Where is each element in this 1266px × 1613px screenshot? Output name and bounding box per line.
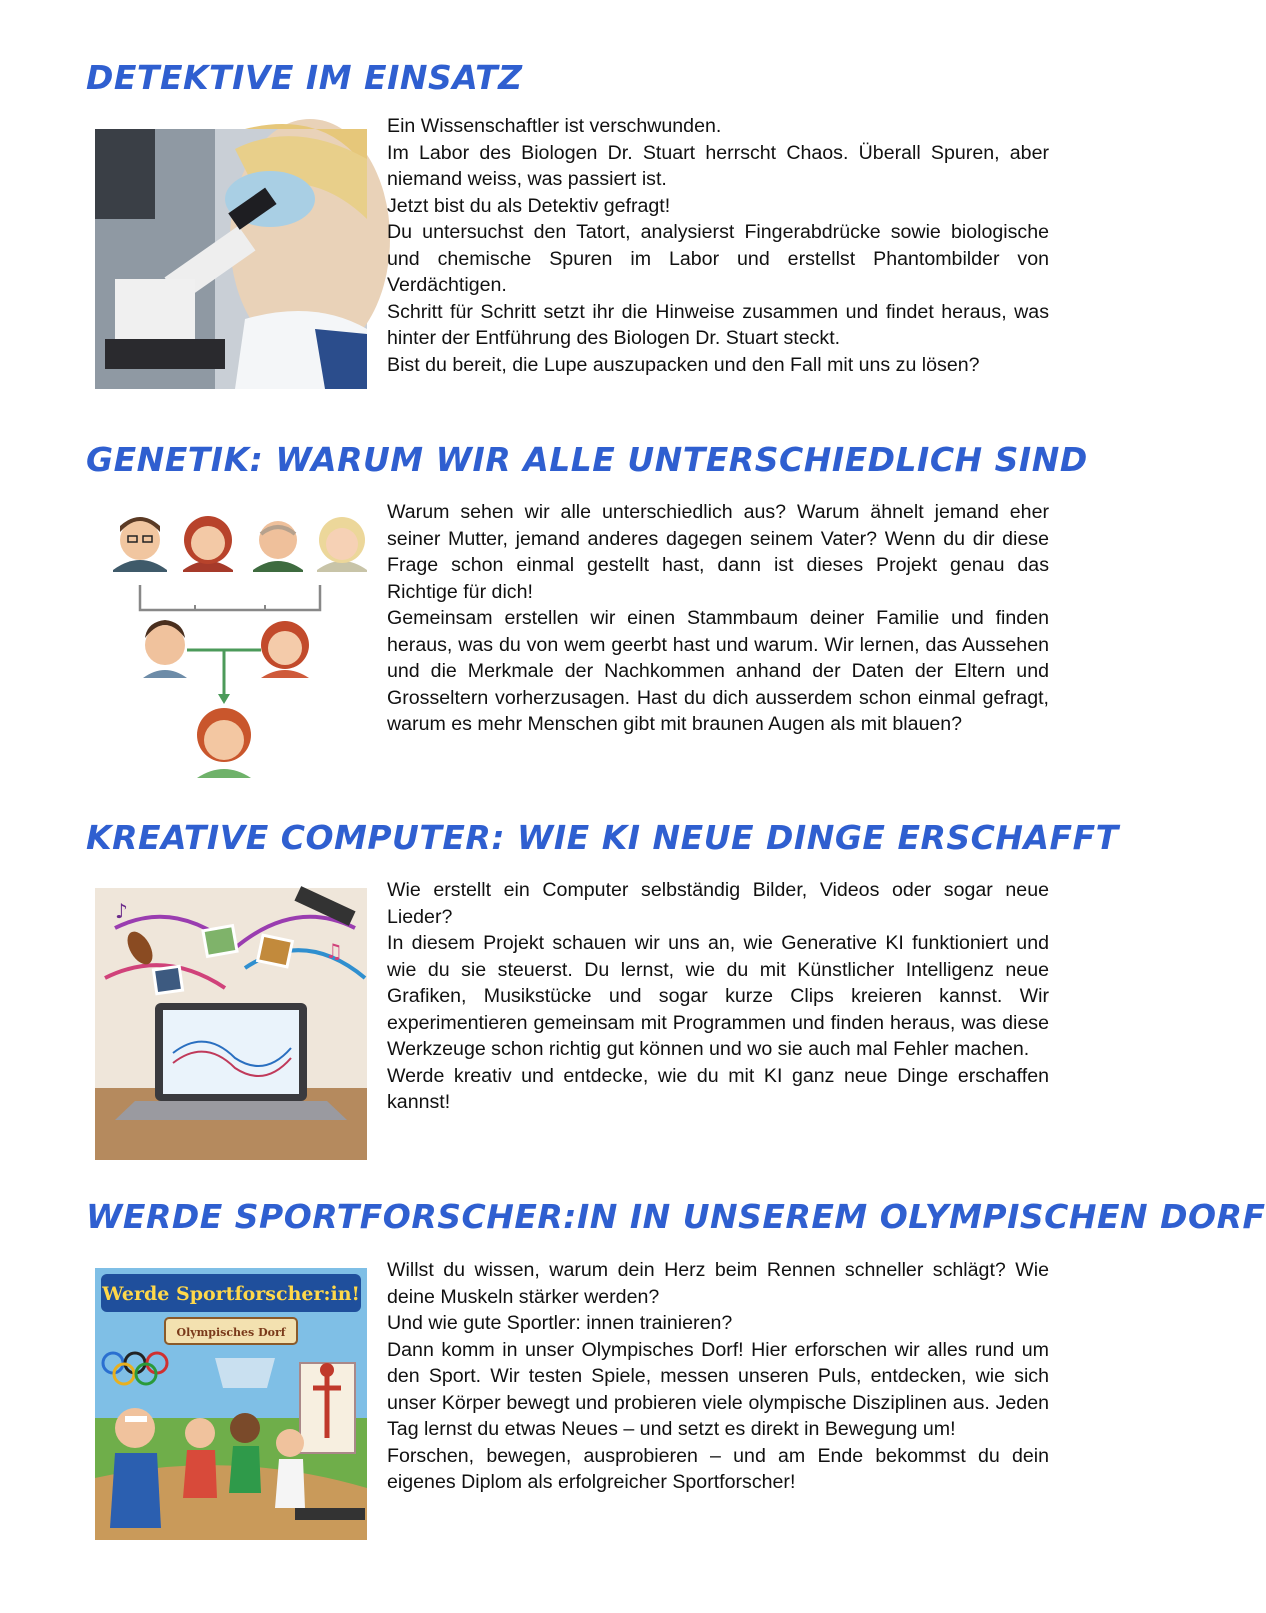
section-text [387,499,1049,738]
paragraph: Dann komm in unser Olympisches Dorf! Hier erforschen wir alles rund um den Sport. Wir testen Spiele, messen unseren Puls, entdecken, wie sich unser Körper bewegt und probieren viele olympische Disziplinen aus. Jeden Tag lernst du etwas Neues – und setzt es direkt in Bewegung um! [387,1338,1049,1440]
section-text [387,113,1049,378]
section-text [387,1257,1049,1496]
section-title: DETEKTIVE IM EINSATZ [86,58,523,97]
olympic-village-illustration [95,1268,367,1540]
paragraph: Gemeinsam erstellen wir einen Stammbaum deiner Familie und finden heraus, was du von wem geerbt hast und warum. Wir lernen, das Aussehen und die Merkmale der Nachkommen anhand der Daten der Eltern und Grosseltern vorherzusagen. Hast du dich ausserdem schon einmal gefragt, warum es mehr Menschen gibt mit braunen Augen als mit blauen? [387,607,1049,735]
svg-text:♫: ♫ [325,939,343,963]
section-title: WERDE SPORTFORSCHER:IN IN UNSEREM OLYMPISCHEN DORF [86,1197,1266,1236]
paragraph: Und wie gute Sportler: innen trainieren? [387,1312,733,1334]
ai-creativity-illustration [95,888,367,1160]
paragraph: Jetzt bist du als Detektiv gefragt! [387,194,671,217]
paragraph: Wie erstellt ein Computer selbständig Bilder, Videos oder sogar neue Lieder? [387,879,1049,928]
paragraph: Werde kreativ und entdecke, wie du mit KI ganz neue Dinge erschaffen kannst! [387,1064,1049,1113]
paragraph: Im Labor des Biologen Dr. Stuart herrscht Chaos. Überall Spuren, aber niemand weiss, was passiert ist. [387,141,1049,190]
paragraph: Warum sehen wir alle unterschiedlich aus? Warum ähnelt jemand eher seiner Mutter, jemand anderes dagegen seinem Vater? Wenn du dir diese Frage schon einmal gestellt hast, dann ist dieses Projekt genau das Richtige für dich! [387,501,1049,603]
paragraph: Willst du wissen, warum dein Herz beim Rennen schneller schlägt? Wie deine Muskeln stärker werden? [387,1259,1049,1308]
section-title: KREATIVE COMPUTER: WIE KI NEUE DINGE ERSCHAFFT [86,818,1119,857]
sign-text: Olympisches Dorf [176,1326,286,1339]
paragraph: In diesem Projekt schauen wir uns an, wie Generative KI funktioniert und wie du sie steuerst. Du lernst, wie du mit Künstlicher Intelligenz neue Grafiken, Musikstücke und sogar kurze Clips kreieren kannst. Wir experimentieren gemeinsam mit Programmen und finden heraus, was diese Werkzeuge schon richtig gut können und wo sie auch mal Fehler machen. [387,932,1049,1060]
section-title: GENETIK: WARUM WIR ALLE UNTERSCHIEDLICH SIND [86,440,1088,479]
paragraph: Forschen, bewegen, ausprobieren – und am Ende bekommst du dein eigenes Diplom als erfolgreicher Sportforscher! [387,1444,1049,1493]
paragraph: Schritt für Schritt setzt ihr die Hinweise zusammen und findet heraus, was hinter der Entführung des Biologen Dr. Stuart steckt. [387,300,1049,349]
family-tree-illustration [95,510,367,780]
paragraph: Bist du bereit, die Lupe auszupacken und den Fall mit uns zu lösen? [387,353,980,376]
section-text [387,877,1049,1116]
banner-text: Werde Sportforscher:in! [102,1283,360,1305]
paragraph: Du untersuchst den Tatort, analysierst Fingerabdrücke sowie biologische und chemische Spuren im Labor und erstellst Phantombilder von Verdächtigen. [387,221,1049,296]
svg-text:♪: ♪ [115,899,128,923]
microscope-photo [95,129,367,389]
paragraph: Ein Wissenschaftler ist verschwunden. [387,115,722,137]
